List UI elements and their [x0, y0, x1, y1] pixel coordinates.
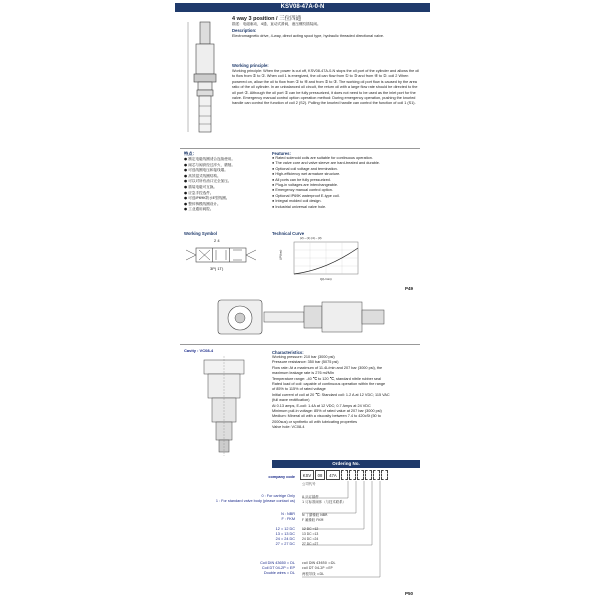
characteristics-line: Pressure resistance: 350 bar (5075 psi) [272, 360, 339, 365]
characteristics-heading: Characteristics: [272, 350, 304, 355]
model-title-bar: KSV08-47A-0-N [175, 3, 430, 12]
symbol-ports-bottom: 3P) 1T) [210, 266, 224, 271]
subtitle-en: 4 way 3 position / [232, 16, 280, 22]
features-cn-item: ● 高效湿式线圈结构。 [184, 173, 221, 178]
seal-option-cn: N 丁腈橡胶 NBR [302, 513, 328, 517]
description-text: Electromagnetic drive, 4-way, direct acting spool type, hydraulic threaded directional valve. [232, 34, 385, 38]
order-box-slot [373, 470, 380, 480]
seal-option: N : NBR [281, 512, 295, 516]
characteristics-line: Initial current of coil at 20 ℃: Standard coil: 1.2 A at 12 VDC; 115 VAC [272, 392, 390, 397]
features-en-list [272, 151, 422, 210]
order-box-series: KSV [300, 470, 314, 480]
order-box-slot [349, 470, 356, 480]
description-heading: Description: [232, 28, 257, 33]
page-divider [180, 344, 420, 345]
coil-end-view-drawing [210, 296, 270, 338]
features-en-item: ● Plug-in voltages are interchangeable. [272, 183, 339, 188]
symbol-ports-top: 2 4 [214, 238, 220, 243]
features-en-item: ● Emergency manual control option. [272, 188, 333, 193]
features-cn-item: ● 工业通用阀腔。 [184, 207, 214, 212]
voltage-option-cn: 27 DC =27 [302, 542, 319, 546]
characteristics-line: 2000sus) or synthetic oil with lubricating properties [272, 419, 358, 424]
order-code-boxes [300, 470, 388, 480]
section-divider [180, 148, 420, 149]
order-box-size: 08 [315, 470, 325, 480]
voltage-option: 27 = 27 DC [275, 542, 295, 546]
features-cn-heading: 特点： [184, 151, 197, 156]
features-en-item: ● High-efficiency wet armature structure. [272, 172, 341, 177]
order-box-type: 47A [326, 470, 340, 480]
features-cn-item: ● 插装电磁可互换。 [184, 184, 218, 189]
seal-option: F : FKM [281, 517, 295, 521]
valve-body-option-cn: 0 只订插件 [302, 495, 319, 499]
curve-legend: (2)→(1) (4)→(3) [300, 236, 322, 240]
technical-curve-heading: Technical Curve [272, 231, 305, 236]
features-cn-item: ● 可以对所有油口完全加压。 [184, 179, 232, 184]
cavity-drawing [184, 356, 264, 456]
coil-option-cn: coil DT 04-2P =EP [302, 566, 333, 570]
features-cn-item: ● 整体铸模线圈设计。 [184, 201, 221, 206]
order-box-slot [341, 470, 348, 480]
cavity-label: Cavity : VC08-4 [184, 348, 214, 353]
working-principle-text: Working principle: When the power is cut off, KSV08-47A-0-N stops the oil port of the cylinder and allows the oil to flow from ② to ①. When coil 1 is energized, the oil can flow from ① to ③ and from ④ to ②. coil 2 When powered on, allow the oil to flow from ① to ④ and from ② to ③. The working oil port flow is caused by the area ratio of the oil cylinder. In an unbalanced oil circuit, the return oil with a large flow rate should be directed to the oil port ②. Although the oil port ① can be fully pressurized, it does not need to be used as the inlet port for the valve. Emergency manual control option operation method: During emergency operation, pushing the knurled handle can control the function of coil 2 (S2). Pulling the knurled handle can control the function of coil 1 (S1). [232, 69, 420, 106]
characteristics-line: Temperature range: -40 ℃ to 120 ℃, standard nitrile rubber seal [272, 376, 381, 381]
features-cn-item: ● 可选IP69K防水E型线圈。 [184, 196, 230, 201]
valve-side-view-drawing [262, 300, 392, 336]
voltage-option: 12 = 12 DC [275, 527, 295, 531]
working-principle-heading: Working principle: [232, 63, 269, 68]
features-cn-item: ● 可选线圈电压和接线端。 [184, 168, 228, 173]
working-symbol-diagram [186, 244, 256, 266]
description-cn [232, 22, 422, 28]
valve-outline-drawing [180, 20, 230, 138]
voltage-option-cn: 13 DC =13 [302, 532, 319, 536]
features-cn-item: ● 应急手控选件。 [184, 190, 214, 195]
characteristics-line: At 0.13 amps, E-coil: 1.4A at 12 VDC; 0.7 Amps at 24 VDC [272, 403, 371, 408]
characteristics-line: Working pressure: 210 bar (3000 psi) [272, 355, 335, 359]
characteristics-line: Medium: Mineral oil with a viscosity between 7.4 to 420cSt (50 to [272, 414, 381, 419]
features-en-item: ● All ports can be fully pressurized. [272, 177, 331, 182]
characteristics-line: of 85% to 115% of rated voltage [272, 387, 326, 392]
valve-body-option-cn: 1 订标准阀体（与技术联系） [302, 500, 346, 504]
voltage-option-cn: 12 DC =12 [302, 527, 319, 531]
company-code-label: company code [268, 475, 295, 479]
coil-option: Coil DT 04-2P = EP [261, 566, 295, 570]
characteristics-line: Valve hole: VC08-4 [272, 425, 305, 430]
voltage-option: 24 = 24 DC [275, 537, 295, 541]
order-box-slot [357, 470, 364, 480]
order-box-slot [381, 470, 388, 480]
characteristics-line: Flow rate: At a maximum of 11.4L/min and 207 bar (3000 psi), the [272, 365, 383, 370]
technical-curve-chart [286, 240, 366, 280]
features-en-item: ● Optional IP69K waterproof E-type coil. [272, 193, 340, 198]
ordering-heading: Ordering No. [272, 460, 420, 468]
characteristics-line: maximum leakage rate is 276 ml/MIn [272, 371, 335, 376]
coil-option-cn: coil DIN 43650 =DL [302, 561, 336, 565]
page-number: P49 [405, 286, 414, 291]
features-en-item: ● Industrial universal valve hole. [272, 204, 327, 209]
coil-option-cn: 两根导线 =DL [302, 572, 324, 576]
valve-body-option: 0 : For cartrige Only [261, 494, 295, 498]
characteristics-line: Minimum pull-in voltage: 85% of rated value at 207 bar (3000 psi) [272, 409, 382, 414]
voltage-option: 13 = 13 DC [275, 532, 295, 536]
features-en-item: ● Optional coil voltage and termination. [272, 166, 338, 171]
curve-xlabel: Q(L/min) [320, 277, 332, 281]
page-number: P50 [405, 591, 414, 596]
company-code-cn: 公司代号 [302, 482, 316, 486]
working-symbol-heading: Working Symbol [184, 231, 217, 236]
page-subtitle [232, 14, 301, 22]
features-cn-item: ● 阀芯与阀套经过淬火、磨削。 [184, 162, 235, 167]
characteristics-line: (full wave rectification) [272, 398, 310, 403]
coil-option: Double wires = DL [263, 571, 295, 575]
voltage-option-cn: 24 DC =24 [302, 537, 319, 541]
features-cn-item: ● 额定电磁线圈适合连续使用。 [184, 157, 235, 161]
features-en-heading: Features: [272, 151, 291, 156]
features-en-item: ● Rated solenoid coils are suitable for continuous operation. [272, 156, 373, 160]
subtitle-cn: 三位四通 [279, 16, 302, 22]
seal-option-cn: F 氟橡胶 FKM [302, 518, 324, 522]
features-en-item: ● Integral molded coil design. [272, 199, 322, 204]
description-line-cn: 电磁驱动，4通，直动式滑阀，液压螺纹插装阀。 [242, 22, 321, 26]
description-head-cn: 描述： [232, 22, 243, 26]
characteristics-block [272, 350, 422, 431]
order-box-slot [365, 470, 372, 480]
valve-body-option: 1 : For standard valve body (please contact us) [215, 499, 295, 503]
coil-option: Coil DIN 43650 = DL [260, 561, 295, 565]
features-cn-list [184, 151, 264, 213]
curve-ylabel: ΔP(bar) [278, 249, 283, 260]
characteristics-line: Rated load of coil: capable of continuous operation within the range [272, 382, 386, 387]
features-en-item: ● The valve core and valve sleeve are hard-treated and durable. [272, 161, 380, 166]
